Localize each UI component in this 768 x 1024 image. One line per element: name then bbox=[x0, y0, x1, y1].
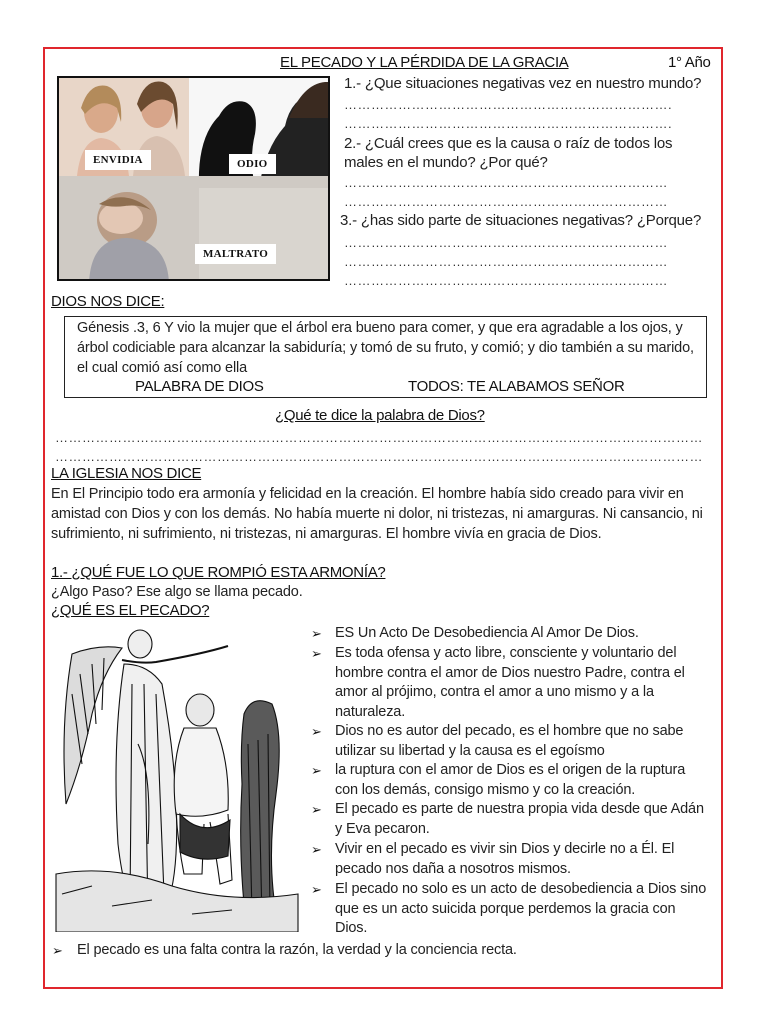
response-left: PALABRA DE DIOS bbox=[135, 378, 264, 395]
caption-hate: ODIO bbox=[229, 154, 276, 174]
final-bullet-text: El pecado es una falta contra la razón, la verdad y la conciencia recta. bbox=[77, 942, 517, 958]
armony-answer: ¿Algo Paso? Ese algo se llama pecado. bbox=[51, 584, 303, 600]
arrow-bullet-icon: ➢ bbox=[311, 802, 322, 817]
scripture-reading: Génesis .3, 6 Y vio la mujer que el árbol era bueno para comer, y que era agradable a los ojos, y árbol codiciable para alcanzar la sabiduría; y tomó de su fruto, y comió; y dio también a su marido, el cual comió así como ella bbox=[77, 320, 694, 376]
iglesia-heading: LA IGLESIA NOS DICE bbox=[51, 465, 202, 482]
sin-definition-item: El pecado es parte de nuestra propia vida desde que Adán y Eva pecaron. bbox=[335, 801, 704, 837]
iglesia-paragraph: En El Principio todo era armonía y felicidad en la creación. El hombre había sido creado para vivir en amistad con Dios y con los demás. No había muerte ni dolor, ni tristezas, ni amarguras. Ni cansancio, ni sufrimiento, ni sufrimiento, ni tristezas, ni amarguras. El hombre vivía en gracia de Dios. bbox=[51, 486, 703, 542]
sin-definition-item: ES Un Acto De Desobediencia Al Amor De Dios. bbox=[335, 625, 639, 641]
question-2: 2.- ¿Cuál crees que es la causa o raíz de todos los males en el mundo? ¿Por qué? bbox=[344, 135, 673, 171]
arrow-bullet-icon: ➢ bbox=[311, 646, 322, 661]
answer-line[interactable]: ………………………………………………………………. bbox=[344, 116, 673, 131]
answer-line[interactable]: ……………………………………………………………… bbox=[344, 175, 668, 190]
arrow-bullet-icon: ➢ bbox=[311, 626, 322, 641]
answer-line[interactable]: ……………………………………………………………… bbox=[344, 273, 668, 288]
sin-definition-item: Vivir en el pecado es vivir sin Dios y decirle no a Él. El pecado nos daña a nosotros mismos. bbox=[335, 841, 675, 877]
engraving-illustration bbox=[52, 624, 300, 932]
answer-line[interactable]: ………………………………………………………………. bbox=[344, 97, 673, 112]
arrow-bullet-icon: ➢ bbox=[52, 943, 63, 958]
answer-line[interactable]: ……………………………………………………………………………………………………………………………… bbox=[55, 449, 703, 464]
arrow-bullet-icon: ➢ bbox=[311, 842, 322, 857]
caption-envy: ENVIDIA bbox=[85, 150, 151, 170]
sin-definition-item: Dios no es autor del pecado, es el hombre que no sabe utilizar su libertad y la causa es el egoísmo bbox=[335, 723, 684, 759]
sin-definition-item: Es toda ofensa y acto libre, consciente y voluntario del hombre contra el amor de Dios nuestro Padre, contra el amor al prójimo, contra el amor a uno mismo y a la naturaleza. bbox=[335, 645, 685, 720]
answer-line[interactable]: ……………………………………………………………… bbox=[344, 254, 668, 269]
reflection-question: ¿Qué te dice la palabra de Dios? bbox=[275, 407, 485, 424]
armony-question: 1.- ¿QUÉ FUE LO QUE ROMPIÓ ESTA ARMONÍA? bbox=[51, 564, 386, 581]
sin-definition-item: la ruptura con el amor de Dios es el origen de la ruptura con los demás, consigo mismo y co la creación. bbox=[335, 762, 686, 798]
question-1: 1.- ¿Que situaciones negativas vez en nuestro mundo? bbox=[344, 75, 702, 92]
answer-line[interactable]: ……………………………………………………………………………………………………………………………… bbox=[55, 430, 703, 445]
dios-heading: DIOS NOS DICE: bbox=[51, 293, 165, 310]
caption-abuse: MALTRATO bbox=[195, 244, 276, 264]
arrow-bullet-icon: ➢ bbox=[311, 724, 322, 739]
sins-collage-image bbox=[57, 76, 330, 281]
answer-line[interactable]: ……………………………………………………………… bbox=[344, 235, 668, 250]
response-right: TODOS: TE ALABAMOS SEÑOR bbox=[408, 378, 625, 395]
page-title: EL PECADO Y LA PÉRDIDA DE LA GRACIA bbox=[280, 54, 569, 71]
grade-label: 1° Año bbox=[668, 54, 711, 71]
question-3: 3.- ¿has sido parte de situaciones negativas? ¿Porque? bbox=[340, 212, 702, 229]
sin-question: ¿QUÉ ES EL PECADO? bbox=[51, 602, 210, 619]
adam-eve-expulsion-image bbox=[52, 624, 300, 932]
sin-definition-item: El pecado no solo es un acto de desobediencia a Dios sino que es un acto suicida porque perdemos la gracia con Dios. bbox=[335, 881, 707, 937]
answer-line[interactable]: ……………………………………………………………… bbox=[344, 194, 668, 209]
arrow-bullet-icon: ➢ bbox=[311, 882, 322, 897]
arrow-bullet-icon: ➢ bbox=[311, 763, 322, 778]
